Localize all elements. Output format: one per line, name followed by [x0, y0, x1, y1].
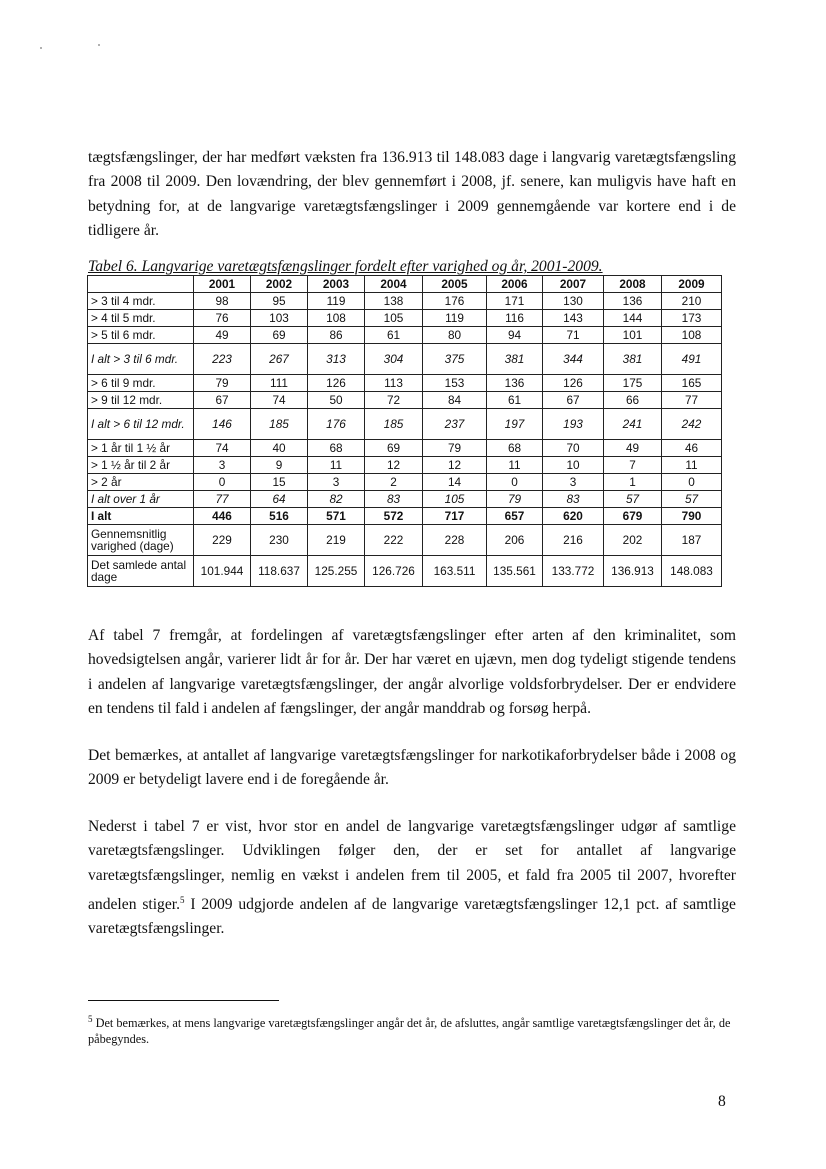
table-cell: 79 — [194, 375, 251, 392]
table-cell: 14 — [423, 474, 487, 491]
row-label: > 9 til 12 mdr. — [88, 392, 194, 409]
table-cell: 136 — [487, 375, 543, 392]
table-cell: 237 — [423, 409, 487, 440]
table-row — [88, 409, 722, 440]
table-cell: 171 — [487, 293, 543, 310]
table-caption: Tabel 6. Langvarige varetægtsfængslinger fordelt efter varighed og år, 2001-2009. — [88, 258, 603, 275]
table-cell: 125.255 — [308, 556, 365, 587]
table-cell: 146 — [194, 409, 251, 440]
header-corner — [88, 276, 194, 293]
table-cell: 202 — [604, 525, 662, 556]
row-label: > 6 til 9 mdr. — [88, 375, 194, 392]
table-cell: 230 — [251, 525, 308, 556]
table-cell: 267 — [251, 344, 308, 375]
table-cell: 11 — [487, 457, 543, 474]
table-cell: 126.726 — [365, 556, 423, 587]
year-header: 2003 — [308, 276, 365, 293]
table-cell: 381 — [604, 344, 662, 375]
table-cell: 61 — [365, 327, 423, 344]
table-cell: 71 — [543, 327, 604, 344]
page-number: 8 — [718, 1093, 726, 1110]
table-cell: 176 — [308, 409, 365, 440]
table-cell: 0 — [487, 474, 543, 491]
table-cell: 72 — [365, 392, 423, 409]
table-cell: 216 — [543, 525, 604, 556]
row-label: I alt over 1 år — [88, 491, 194, 508]
table-cell: 119 — [308, 293, 365, 310]
table-cell: 620 — [543, 508, 604, 525]
table-cell: 108 — [662, 327, 722, 344]
table-cell: 67 — [194, 392, 251, 409]
table-cell: 98 — [194, 293, 251, 310]
table-cell: 135.561 — [487, 556, 543, 587]
table-cell: 50 — [308, 392, 365, 409]
table-cell: 133.772 — [543, 556, 604, 587]
table-cell: 95 — [251, 293, 308, 310]
row-label: > 1 ½ år til 2 år — [88, 457, 194, 474]
paragraph-share — [88, 815, 736, 942]
table-cell: 68 — [487, 440, 543, 457]
paragraph-share-text-end: I 2009 udgjorde andelen af de langvarige varetægtsfængslinger 12,1 pct. af samtlige varetægtsfængslinger. — [88, 896, 736, 938]
table-cell: 187 — [662, 525, 722, 556]
table-cell: 210 — [662, 293, 722, 310]
table-cell: 219 — [308, 525, 365, 556]
table-cell: 3 — [543, 474, 604, 491]
table-cell: 64 — [251, 491, 308, 508]
table-cell: 46 — [662, 440, 722, 457]
table-cell: 228 — [423, 525, 487, 556]
table-cell: 153 — [423, 375, 487, 392]
table-cell: 57 — [662, 491, 722, 508]
table-cell: 2 — [365, 474, 423, 491]
table-row — [88, 491, 722, 508]
table-cell: 12 — [423, 457, 487, 474]
paragraph-crime-types: Af tabel 7 fremgår, at fordelingen af varetægtsfængslinger efter arten af den kriminalitet, som hovedsigtelsen angår, varierer lidt år for år. Der har været en ujævn, men dog tydeligt stigende tendens i andelen af langvarige varetægtsfængslinger, der angår alvorlige voldsforbrydelser. Der er endvidere en tendens til fald i andelen af fængslinger, der angår manddrab og forsøg herpå. — [88, 627, 736, 717]
table-cell: 76 — [194, 310, 251, 327]
row-label: > 4 til 5 mdr. — [88, 310, 194, 327]
footnote-separator — [88, 1000, 279, 1001]
year-header: 2001 — [194, 276, 251, 293]
footnote — [88, 1011, 736, 1047]
table-cell: 516 — [251, 508, 308, 525]
row-label: Gennemsnitlig varighed (dage) — [88, 525, 194, 556]
table-cell: 82 — [308, 491, 365, 508]
footnote-text: Det bemærkes, at mens langvarige varetægtsfængslinger angår det år, de afsluttes, angår samtlige varetægtsfængslinger det år, de påbegyndes. — [88, 1016, 731, 1047]
table-cell: 144 — [604, 310, 662, 327]
table-row — [88, 508, 722, 525]
table-cell: 69 — [365, 440, 423, 457]
table-cell: 40 — [251, 440, 308, 457]
table-cell: 344 — [543, 344, 604, 375]
table-cell: 163.511 — [423, 556, 487, 587]
table-cell: 66 — [604, 392, 662, 409]
table-cell: 79 — [487, 491, 543, 508]
table-row — [88, 327, 722, 344]
table-cell: 80 — [423, 327, 487, 344]
table-cell: 15 — [251, 474, 308, 491]
year-header: 2006 — [487, 276, 543, 293]
table-row — [88, 392, 722, 409]
table-cell: 108 — [308, 310, 365, 327]
table-cell: 61 — [487, 392, 543, 409]
table-cell: 3 — [308, 474, 365, 491]
table-cell: 717 — [423, 508, 487, 525]
table-cell: 103 — [251, 310, 308, 327]
table-cell: 83 — [543, 491, 604, 508]
table-cell: 74 — [194, 440, 251, 457]
table-cell: 94 — [487, 327, 543, 344]
table-cell: 229 — [194, 525, 251, 556]
row-label: Det samlede antal dage — [88, 556, 194, 587]
table-cell: 381 — [487, 344, 543, 375]
table-cell: 222 — [365, 525, 423, 556]
table-cell: 241 — [604, 409, 662, 440]
table-cell: 571 — [308, 508, 365, 525]
paragraph-share-text: Nederst i tabel 7 er vist, hvor stor en andel de langvarige varetægtsfængslinger udgør af samtlige varetægtsfængslinger. Udviklingen følger den, der er set for antallet af langvarige varetægtsfængslinger, nemlig en vækst i andelen frem til 2005, et fald fra 2005 til 2007, hvorefter andelen stiger. — [88, 818, 736, 914]
table-cell: 69 — [251, 327, 308, 344]
scan-speck — [40, 47, 42, 49]
table-cell: 126 — [543, 375, 604, 392]
table-cell: 143 — [543, 310, 604, 327]
table-cell: 11 — [662, 457, 722, 474]
table-cell: 3 — [194, 457, 251, 474]
row-label: > 3 til 4 mdr. — [88, 293, 194, 310]
table-cell: 9 — [251, 457, 308, 474]
table-cell: 49 — [194, 327, 251, 344]
table-cell: 313 — [308, 344, 365, 375]
table-cell: 49 — [604, 440, 662, 457]
row-label: I alt — [88, 508, 194, 525]
table-cell: 197 — [487, 409, 543, 440]
table-cell: 105 — [423, 491, 487, 508]
table-cell: 68 — [308, 440, 365, 457]
table-cell: 148.083 — [662, 556, 722, 587]
table-cell: 11 — [308, 457, 365, 474]
table-cell: 77 — [194, 491, 251, 508]
table-cell: 84 — [423, 392, 487, 409]
table-cell: 79 — [423, 440, 487, 457]
table-cell: 138 — [365, 293, 423, 310]
footnote-reference[interactable]: 5 — [180, 894, 185, 905]
duration-table — [87, 275, 722, 587]
table-cell: 206 — [487, 525, 543, 556]
table-row — [88, 556, 722, 587]
year-header: 2009 — [662, 276, 722, 293]
table-cell: 679 — [604, 508, 662, 525]
table-cell: 86 — [308, 327, 365, 344]
year-header: 2007 — [543, 276, 604, 293]
row-label: > 5 til 6 mdr. — [88, 327, 194, 344]
table-row — [88, 293, 722, 310]
table-cell: 375 — [423, 344, 487, 375]
scan-speck — [98, 44, 100, 46]
table-cell: 185 — [251, 409, 308, 440]
table-cell: 57 — [604, 491, 662, 508]
table-row — [88, 310, 722, 327]
table-cell: 116 — [487, 310, 543, 327]
row-label: > 1 år til 1 ½ år — [88, 440, 194, 457]
table-cell: 242 — [662, 409, 722, 440]
year-header: 2002 — [251, 276, 308, 293]
table-cell: 491 — [662, 344, 722, 375]
table-cell: 193 — [543, 409, 604, 440]
row-label: > 2 år — [88, 474, 194, 491]
table-cell: 446 — [194, 508, 251, 525]
table-cell: 67 — [543, 392, 604, 409]
year-header: 2004 — [365, 276, 423, 293]
table-row — [88, 375, 722, 392]
table-cell: 0 — [194, 474, 251, 491]
table-header-row — [88, 276, 722, 293]
paragraph-intro: tægtsfængslinger, der har medført væksten fra 136.913 til 148.083 dage i langvarig varetægtsfængsling fra 2008 til 2009. Den lovændring, der blev gennemført i 2008, jf. senere, kan muligvis have haft en betydning for, at de langvarige varetægtsfængslinger i 2009 gennemgående var kortere end i de tidligere år. — [88, 149, 736, 239]
table-cell: 136 — [604, 293, 662, 310]
table-cell: 126 — [308, 375, 365, 392]
table-cell: 101.944 — [194, 556, 251, 587]
table-cell: 111 — [251, 375, 308, 392]
table-row — [88, 474, 722, 491]
table-cell: 119 — [423, 310, 487, 327]
table-cell: 101 — [604, 327, 662, 344]
table-row — [88, 440, 722, 457]
table-cell: 10 — [543, 457, 604, 474]
table-cell: 7 — [604, 457, 662, 474]
table-cell: 77 — [662, 392, 722, 409]
table-cell: 130 — [543, 293, 604, 310]
table-cell: 175 — [604, 375, 662, 392]
table-row — [88, 457, 722, 474]
table-cell: 113 — [365, 375, 423, 392]
table-cell: 0 — [662, 474, 722, 491]
table-cell: 185 — [365, 409, 423, 440]
table-cell: 12 — [365, 457, 423, 474]
year-header: 2005 — [423, 276, 487, 293]
table-cell: 70 — [543, 440, 604, 457]
table-cell: 136.913 — [604, 556, 662, 587]
table-cell: 83 — [365, 491, 423, 508]
table-row — [88, 525, 722, 556]
table-cell: 1 — [604, 474, 662, 491]
table-cell: 790 — [662, 508, 722, 525]
row-label: I alt > 6 til 12 mdr. — [88, 409, 194, 440]
row-label: I alt > 3 til 6 mdr. — [88, 344, 194, 375]
paragraph-narcotics: Det bemærkes, at antallet af langvarige varetægtsfængslinger for narkotikaforbrydelser både i 2008 og 2009 er betydeligt lavere end i de foregående år. — [88, 747, 736, 789]
table-cell: 74 — [251, 392, 308, 409]
table-cell: 304 — [365, 344, 423, 375]
table-cell: 165 — [662, 375, 722, 392]
table-row — [88, 344, 722, 375]
table-cell: 105 — [365, 310, 423, 327]
footnote-number: 5 — [88, 1014, 93, 1024]
table-cell: 223 — [194, 344, 251, 375]
table-cell: 572 — [365, 508, 423, 525]
table-cell: 118.637 — [251, 556, 308, 587]
table-cell: 173 — [662, 310, 722, 327]
year-header: 2008 — [604, 276, 662, 293]
table-cell: 176 — [423, 293, 487, 310]
table-cell: 657 — [487, 508, 543, 525]
